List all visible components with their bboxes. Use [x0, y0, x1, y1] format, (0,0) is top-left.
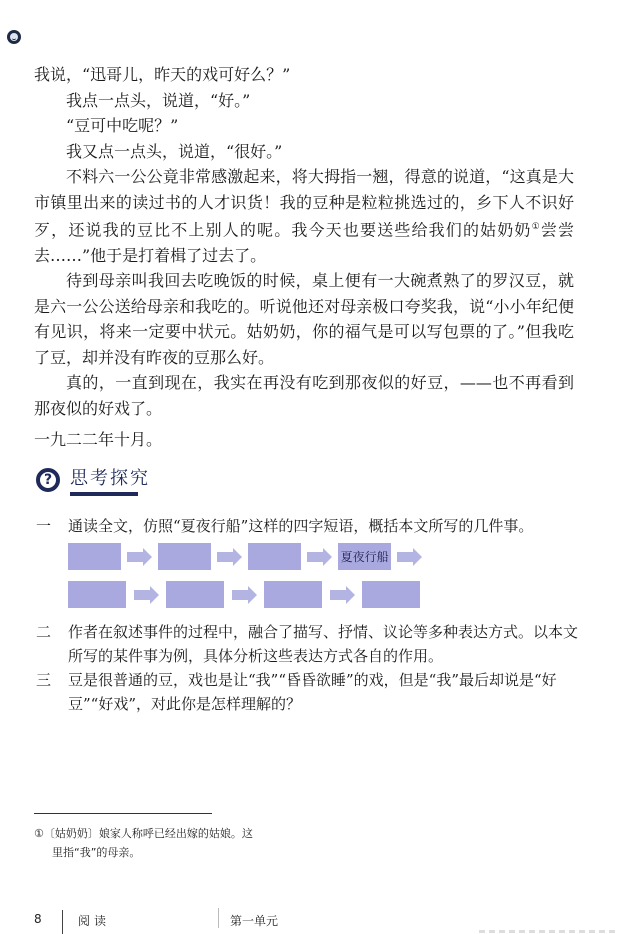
question-number: 一 [36, 517, 52, 535]
section-underline [70, 492, 138, 496]
footnote-divider [34, 813, 212, 814]
flow-box-example: 夏夜行船 [338, 543, 391, 570]
flow-box [68, 581, 126, 608]
footnote-line: ①〔姑奶奶〕娘家人称呼已经出嫁的姑娘。这 [34, 827, 253, 840]
flow-box [248, 543, 301, 570]
footer-divider [218, 908, 219, 928]
arrow-right-icon [301, 548, 338, 566]
flow-row-1 [68, 543, 428, 570]
paragraph [34, 164, 574, 268]
footer-divider [62, 910, 63, 934]
paragraph: 我说，“迅哥儿，昨天的戏可好么？” [34, 65, 291, 84]
paragraph: 真的，一直到现在，我实在再没有吃到那夜似的好豆，——也不再看到那夜似的好戏了。 [34, 373, 574, 418]
section-header [36, 464, 150, 496]
footer-section: 阅读 [78, 914, 111, 928]
question-text: 豆是很普通的豆，戏也是让“我”“昏昏欲睡”的戏，但是“我”最后却说是“好豆”“好戏”，对此你是怎样理解的？ [68, 671, 557, 713]
question-item [36, 620, 581, 668]
paragraph: 我点一点头，说道，“好。” [66, 90, 251, 110]
smiley-face-icon [7, 30, 21, 44]
question-number: 二 [36, 623, 52, 641]
paragraph-part: 不料六一公公竟非常感激起来，将大拇指一翘，得意的说道，“这真是大市镇里出来的读过书的人才识货！我的豆种是粒粒挑选过的，乡下人不识好歹，还说我的豆比不上别人的呢。我今天也要送些给我们的姑奶奶 [34, 167, 574, 240]
question-text: 通读全文，仿照“夏夜行船”这样的四字短语，概括本文所写的几件事。 [68, 517, 534, 535]
question-mark-icon: ? [36, 468, 60, 492]
story-text [34, 62, 574, 453]
paragraph: “豆可中吃呢？” [66, 116, 179, 135]
question-item [36, 668, 581, 716]
question-text: 作者在叙述事件的过程中，融合了描写、抒情、议论等多种表达方式。以本文所写的某件事为例，具体分析这些表达方式各自的作用。 [68, 623, 579, 665]
flow-box [264, 581, 322, 608]
page-number: 8 [34, 912, 42, 926]
arrow-right-icon [121, 548, 158, 566]
footnote-marker[interactable]: ① [531, 222, 541, 232]
question-item [36, 514, 581, 538]
arrow-right-icon [211, 548, 248, 566]
paragraph: 我又点一点头，说道，“很好。” [66, 141, 283, 161]
flow-box [68, 543, 121, 570]
flow-box [166, 581, 224, 608]
footer-unit: 第一单元 [230, 914, 279, 928]
paragraph: 待到母亲叫我回去吃晚饭的时候，桌上便有一大碗煮熟了的罗汉豆，就是六一公公送给母亲和我吃的。听说他还对母亲极口夸奖我，说“小小年纪便有见识，将来一定要中状元。姑奶奶，你的福气是可以写包票的了。”但我吃了豆，却并没有昨夜的豆那么好。 [34, 271, 574, 367]
flow-row-2 [68, 581, 428, 608]
faint-scan-artifact [479, 930, 619, 933]
section-title: 思考探究 [70, 468, 150, 489]
arrow-right-icon [322, 586, 362, 604]
arrow-right-icon [224, 586, 264, 604]
flow-box [362, 581, 420, 608]
page-footer [34, 908, 629, 934]
question-number: 三 [36, 671, 52, 689]
footnote [34, 824, 304, 862]
paragraph-part: 尝尝去……”他于是打着楫了过去了。 [34, 220, 574, 265]
flow-box [158, 543, 211, 570]
arrow-right-icon [391, 548, 428, 566]
arrow-right-icon [126, 586, 166, 604]
footnote-line: 里指“我”的母亲。 [52, 846, 141, 859]
date-line: 一九二二年十月。 [34, 430, 163, 450]
